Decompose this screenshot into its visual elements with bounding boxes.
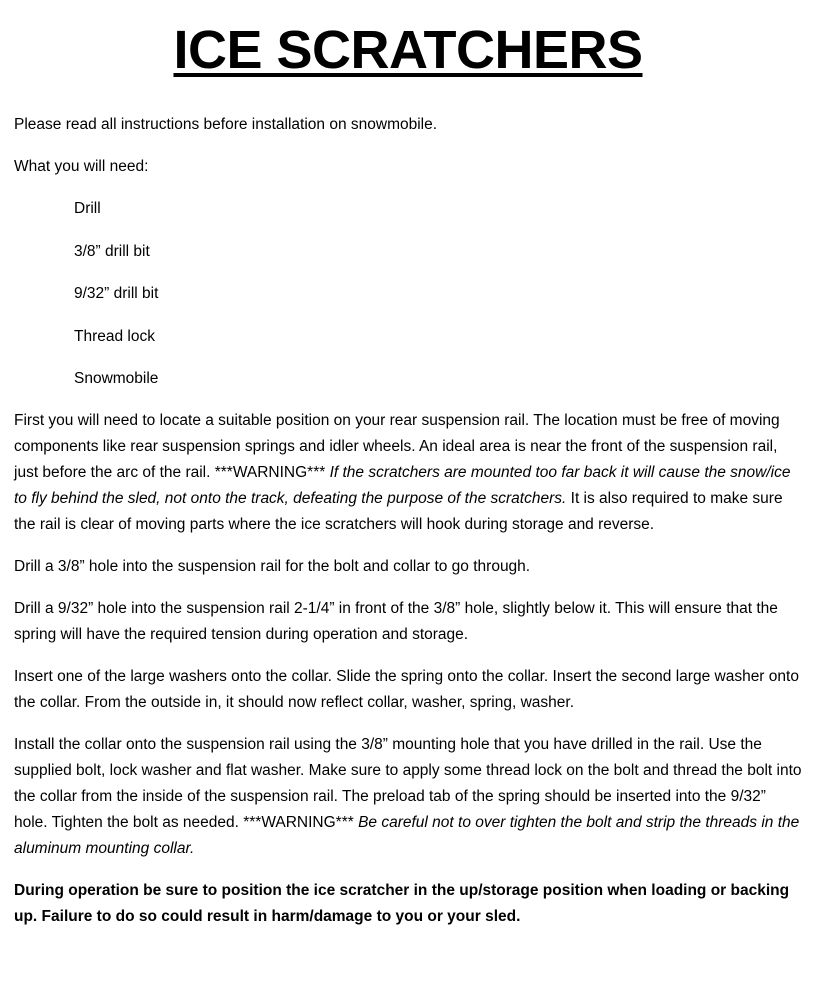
needs-heading: What you will need: [14,158,149,175]
list-item: Snowmobile [74,370,159,387]
step-drill-spring-paragraph: Drill a 9/32” hole into the suspension rail 2-1/4” in front of the 3/8” hole, slightly below it. This will ensure that the spring will have the required tension during operation and storage. [14,600,778,643]
step-install-text: Install the collar onto the suspension rail using the 3/8” mounting hole that you have drilled in the rail. Use the supplied bolt, lock washer and flat washer. Make sure to apply some thread lock on the bolt and thread the bolt into the collar from the inside of the suspension rail. The preload tab of the spring should be inserted into the 9/32” hole. Tighten the bolt as needed. ***WARNING*** [14,736,802,831]
instructions-body [14,112,802,946]
list-item: 3/8” drill bit [74,242,150,260]
list-item: 9/32” drill bit [74,285,159,302]
list-item: Thread lock [74,327,155,345]
step-install-warning: Be careful not to over tighten the bolt and strip the threads in the aluminum mounting collar. [14,814,800,857]
step-locate-text: First you will need to locate a suitable position on your rear suspension rail. The location must be free of moving components like rear suspension springs and idler wheels. An ideal area is near the front of the suspension rail, just before the arc of the rail. ***WARNING*** [14,412,780,481]
page-title: ICE SCRATCHERS [173,20,643,80]
step-locate-warning: If the scratchers are mounted too far back it will cause the snow/ice to fly behind the sled, not onto the track, defeating the purpose of the scratchers. [14,464,791,507]
needs-list [74,196,802,392]
list-item: Drill [74,200,101,217]
step-washers-paragraph: Insert one of the large washers onto the collar. Slide the spring onto the collar. Insert the second large washer onto the collar. From the outside in, it should now reflect collar, washer, spring, washer. [14,668,799,711]
step-locate-paragraph [14,408,802,538]
step-locate-text-after: It is also required to make sure the rail is clear of moving parts where the ice scratchers will hook during storage and reverse. [14,490,783,533]
step-drill-bolt-paragraph: Drill a 3/8” hole into the suspension rail for the bolt and collar to go through. [14,558,531,575]
step-install-paragraph [14,732,802,862]
intro-paragraph: Please read all instructions before installation on snowmobile. [14,116,438,133]
operation-warning-paragraph: During operation be sure to position the ice scratcher in the up/storage position when loading or backing up. Failure to do so could result in harm/damage to you or your sled. [14,882,790,925]
